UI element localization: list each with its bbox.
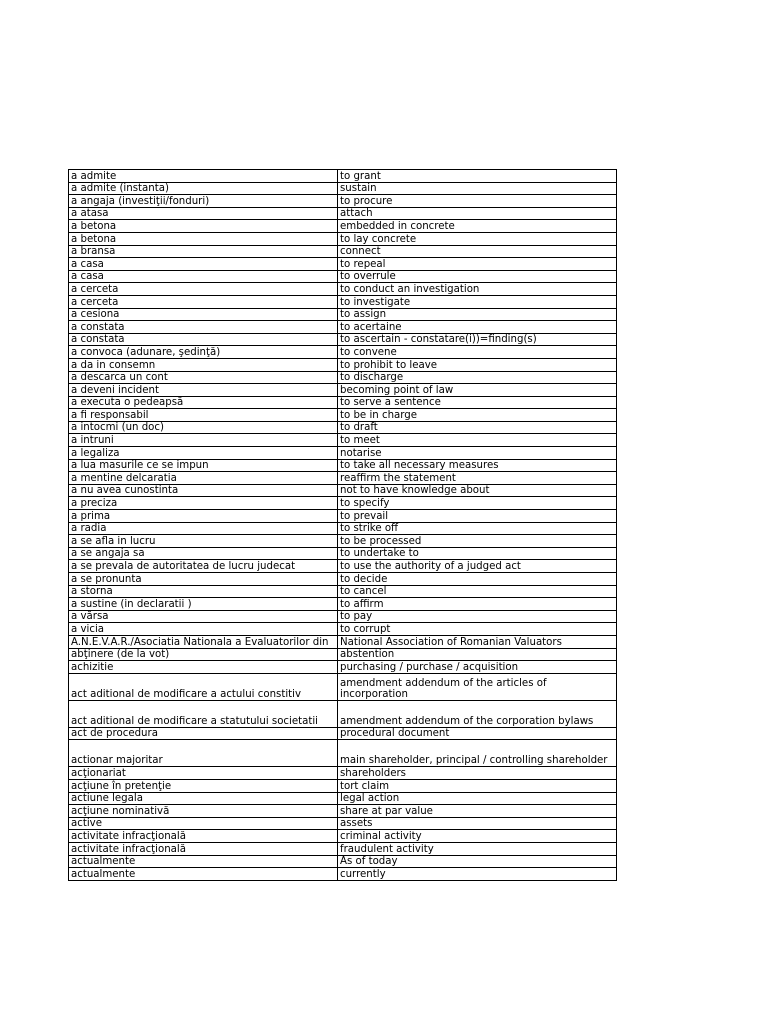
table-row [69, 195, 617, 208]
glossary-table [68, 169, 617, 881]
english-term-cell: currently [338, 868, 617, 881]
table-row [69, 842, 617, 855]
table-row [69, 346, 617, 359]
english-term-cell: to specify [338, 497, 617, 510]
english-term-cell: to corrupt [338, 623, 617, 636]
table-row [69, 283, 617, 296]
table-row [69, 855, 617, 868]
english-term-cell: to convene [338, 346, 617, 359]
table-row [69, 817, 617, 830]
english-term-cell: to grant [338, 170, 617, 183]
english-term-cell: share at par value [338, 805, 617, 818]
romanian-term-cell: a constata [69, 321, 338, 334]
english-term-cell: to meet [338, 434, 617, 447]
table-row [69, 792, 617, 805]
table-row [69, 295, 617, 308]
table-row [69, 245, 617, 258]
romanian-term-cell: a admite [69, 170, 338, 183]
romanian-term-cell: acţiune nominativă [69, 805, 338, 818]
english-term-cell: to decide [338, 573, 617, 586]
table-row [69, 673, 617, 700]
english-term-cell: to ascertain - constatare(i))=finding(s) [338, 333, 617, 346]
english-term-cell: sustain [338, 182, 617, 195]
english-term-cell: to use the authority of a judged act [338, 560, 617, 573]
table-row [69, 727, 617, 740]
english-term-cell: assets [338, 817, 617, 830]
romanian-term-cell: a casa [69, 270, 338, 283]
table-row [69, 459, 617, 472]
romanian-term-cell: actualmente [69, 868, 338, 881]
romanian-term-cell: a betona [69, 220, 338, 233]
english-term-cell: becoming point of law [338, 384, 617, 397]
table-row [69, 182, 617, 195]
romanian-term-cell: a betona [69, 232, 338, 245]
english-term-cell: to cancel [338, 585, 617, 598]
table-row [69, 535, 617, 548]
english-term-cell: to lay concrete [338, 232, 617, 245]
romanian-term-cell: activitate infracţională [69, 830, 338, 843]
table-row [69, 447, 617, 460]
table-row [69, 321, 617, 334]
table-row [69, 220, 617, 233]
english-term-cell: criminal activity [338, 830, 617, 843]
table-row [69, 207, 617, 220]
table-row [69, 740, 617, 767]
table-row [69, 333, 617, 346]
romanian-term-cell: abţinere (de la vot) [69, 648, 338, 661]
table-row [69, 409, 617, 422]
table-row [69, 170, 617, 183]
english-term-cell: to undertake to [338, 547, 617, 560]
romanian-term-cell: a fi responsabil [69, 409, 338, 422]
romanian-term-cell: a sustine (in declaratii ) [69, 598, 338, 611]
romanian-term-cell: acţionariat [69, 767, 338, 780]
table-row [69, 779, 617, 792]
english-term-cell: to overrule [338, 270, 617, 283]
english-term-cell: main shareholder, principal / controlling shareholder [338, 740, 617, 767]
english-term-cell: to draft [338, 421, 617, 434]
romanian-term-cell: a casa [69, 258, 338, 271]
romanian-term-cell: active [69, 817, 338, 830]
romanian-term-cell: acţiune în pretenţie [69, 779, 338, 792]
romanian-term-cell: a cerceta [69, 283, 338, 296]
romanian-term-cell: a vărsa [69, 610, 338, 623]
table-row [69, 371, 617, 384]
table-row [69, 661, 617, 674]
english-term-cell: connect [338, 245, 617, 258]
romanian-term-cell: a angaja (investiţii/fonduri) [69, 195, 338, 208]
table-row [69, 560, 617, 573]
romanian-term-cell: achizitie [69, 661, 338, 674]
english-term-cell: to strike off [338, 522, 617, 535]
english-term-cell: to procure [338, 195, 617, 208]
romanian-term-cell: act de procedura [69, 727, 338, 740]
english-term-cell: purchasing / purchase / acquisition [338, 661, 617, 674]
english-term-cell: to acertaine [338, 321, 617, 334]
romanian-term-cell: act aditional de modificare a statutului societatii [69, 700, 338, 727]
romanian-term-cell: a legaliza [69, 447, 338, 460]
english-term-cell: notarise [338, 447, 617, 460]
english-term-cell: to discharge [338, 371, 617, 384]
romanian-term-cell: A.N.E.V.A.R./Asociatia Nationala a Evaluatorilor din [69, 635, 338, 648]
table-row [69, 270, 617, 283]
table-row [69, 484, 617, 497]
romanian-term-cell: a nu avea cunostinta [69, 484, 338, 497]
english-term-cell: to prevail [338, 510, 617, 523]
romanian-term-cell: a vicia [69, 623, 338, 636]
romanian-term-cell: actiune legala [69, 792, 338, 805]
romanian-term-cell: a mentine delcaratia [69, 472, 338, 485]
romanian-term-cell: activitate infracţională [69, 842, 338, 855]
glossary-body [69, 170, 617, 881]
table-row [69, 421, 617, 434]
english-term-cell: tort claim [338, 779, 617, 792]
english-term-cell: fraudulent activity [338, 842, 617, 855]
romanian-term-cell: a executa o pedeapsă [69, 396, 338, 409]
romanian-term-cell: a admite (instanta) [69, 182, 338, 195]
romanian-term-cell: a cesiona [69, 308, 338, 321]
romanian-term-cell: a da in consemn [69, 358, 338, 371]
english-term-cell: to affirm [338, 598, 617, 611]
table-row [69, 805, 617, 818]
english-term-cell: to investigate [338, 295, 617, 308]
romanian-term-cell: a bransa [69, 245, 338, 258]
table-row [69, 522, 617, 535]
table-row [69, 598, 617, 611]
english-term-cell: attach [338, 207, 617, 220]
table-row [69, 396, 617, 409]
english-term-cell: to prohibit to leave [338, 358, 617, 371]
romanian-term-cell: a intocmi (un doc) [69, 421, 338, 434]
english-term-cell: to conduct an investigation [338, 283, 617, 296]
table-row [69, 258, 617, 271]
table-row [69, 434, 617, 447]
english-term-cell: to take all necessary measures [338, 459, 617, 472]
english-term-cell: to be processed [338, 535, 617, 548]
table-row [69, 623, 617, 636]
table-row [69, 232, 617, 245]
romanian-term-cell: a constata [69, 333, 338, 346]
table-row [69, 610, 617, 623]
table-row [69, 635, 617, 648]
table-row [69, 547, 617, 560]
romanian-term-cell: actualmente [69, 855, 338, 868]
table-row [69, 510, 617, 523]
table-row [69, 585, 617, 598]
english-term-cell: As of today [338, 855, 617, 868]
romanian-term-cell: a lua masurile ce se impun [69, 459, 338, 472]
romanian-term-cell: a deveni incident [69, 384, 338, 397]
table-row [69, 384, 617, 397]
table-row [69, 700, 617, 727]
english-term-cell: to serve a sentence [338, 396, 617, 409]
english-term-cell: National Association of Romanian Valuators [338, 635, 617, 648]
romanian-term-cell: a se angaja sa [69, 547, 338, 560]
romanian-term-cell: a preciza [69, 497, 338, 510]
romanian-term-cell: a intruni [69, 434, 338, 447]
romanian-term-cell: a convoca (adunare, şedinţă) [69, 346, 338, 359]
table-row [69, 497, 617, 510]
english-term-cell: abstention [338, 648, 617, 661]
table-row [69, 308, 617, 321]
english-term-cell: embedded in concrete [338, 220, 617, 233]
romanian-term-cell: a prima [69, 510, 338, 523]
romanian-term-cell: a radia [69, 522, 338, 535]
table-row [69, 830, 617, 843]
table-row [69, 573, 617, 586]
romanian-term-cell: a se afla in lucru [69, 535, 338, 548]
romanian-term-cell: a se pronunta [69, 573, 338, 586]
english-term-cell: to be in charge [338, 409, 617, 422]
romanian-term-cell: a atasa [69, 207, 338, 220]
romanian-term-cell: actionar majoritar [69, 740, 338, 767]
english-term-cell: amendment addendum of the articles of incorporation [338, 673, 617, 700]
english-term-cell: to repeal [338, 258, 617, 271]
english-term-cell: amendment addendum of the corporation bylaws [338, 700, 617, 727]
table-row [69, 358, 617, 371]
english-term-cell: not to have knowledge about [338, 484, 617, 497]
romanian-term-cell: a cerceta [69, 295, 338, 308]
romanian-term-cell: a storna [69, 585, 338, 598]
table-row [69, 767, 617, 780]
english-term-cell: legal action [338, 792, 617, 805]
english-term-cell: reaffirm the statement [338, 472, 617, 485]
romanian-term-cell: act aditional de modificare a actului constitiv [69, 673, 338, 700]
romanian-term-cell: a se prevala de autoritatea de lucru judecat [69, 560, 338, 573]
english-term-cell: shareholders [338, 767, 617, 780]
english-term-cell: to pay [338, 610, 617, 623]
romanian-term-cell: a descarca un cont [69, 371, 338, 384]
table-row [69, 648, 617, 661]
english-term-cell: procedural document [338, 727, 617, 740]
table-row [69, 472, 617, 485]
table-row [69, 868, 617, 881]
english-term-cell: to assign [338, 308, 617, 321]
